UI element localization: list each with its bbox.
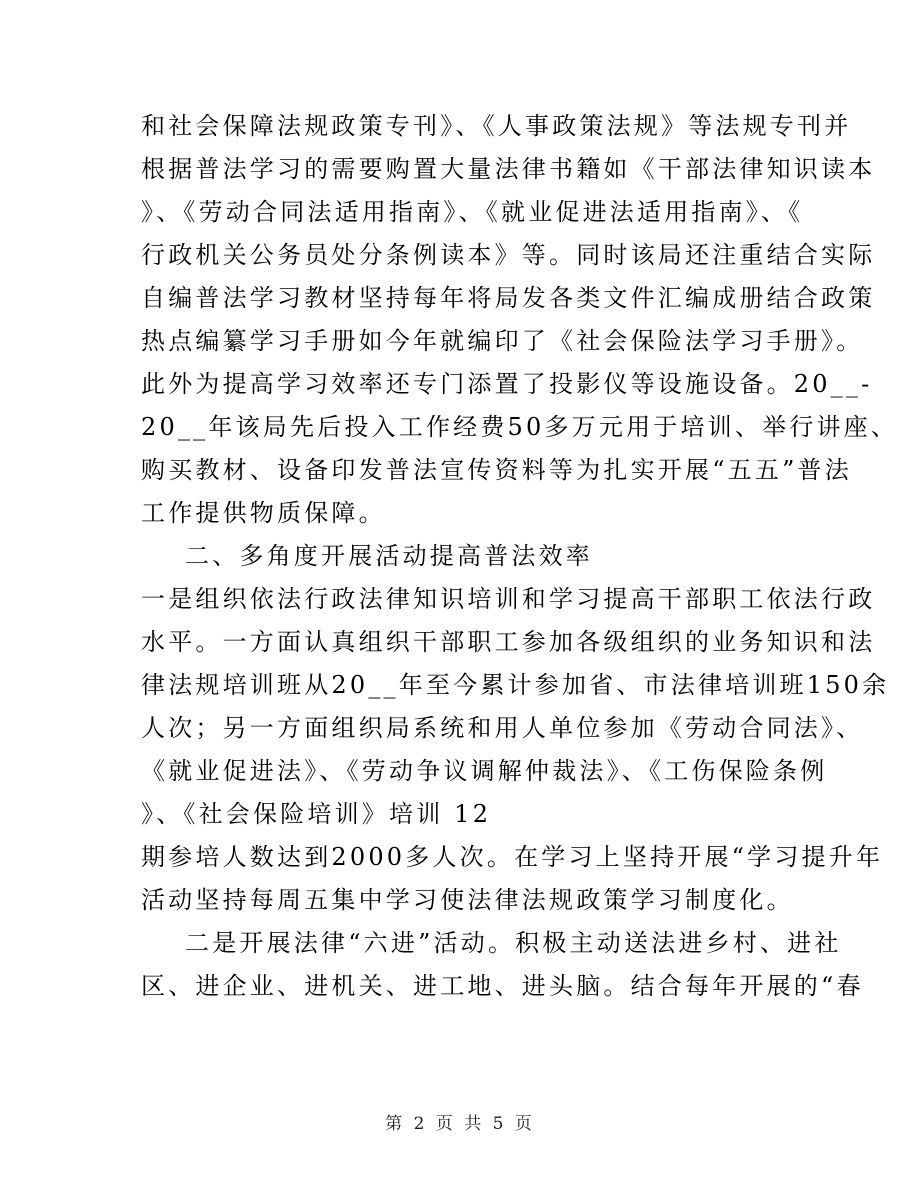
- body-line-13: 水平。一方面认真组织干部职工参加各级组织的业务知识和法: [141, 628, 876, 656]
- page-number-footer: 第 2 页 共 5 页: [385, 1114, 535, 1134]
- body-line-18: 期参培人数达到2000多人次。在学习上坚持开展“学习提升年: [141, 843, 884, 871]
- body-line-5: 自编普法学习教材坚持每年将局发各类文件汇编成册结合政策: [141, 284, 876, 312]
- body-line-8: 20__年该局先后投入工作经费50多万元用于培训、举行讲座、: [141, 413, 899, 441]
- body-line-2: 根据普法学习的需要购置大量法律书籍如《干部法律知识读本: [141, 155, 876, 183]
- body-line-12: 一是组织依法行政法律知识培训和学习提高干部职工依法行政: [141, 585, 876, 613]
- body-line-21: 区、进企业、进机关、进工地、进头脑。结合每年开展的“春: [141, 972, 864, 1000]
- body-line-10: 工作提供物质保障。: [141, 499, 386, 527]
- section-heading: 二、多角度开展活动提高普法效率: [185, 542, 593, 570]
- body-line-14: 律法规培训班从20__年至今累计参加省、市法律培训班150余: [141, 671, 890, 699]
- body-line-20: 二是开展法律“六进”活动。积极主动送法进乡村、进社: [185, 929, 842, 957]
- body-line-15: 人次；另一方面组织局系统和用人单位参加《劳动合同法》、: [141, 714, 864, 742]
- body-line-6: 热点编纂学习手册如今年就编印了《社会保险法学习手册》。: [141, 327, 864, 355]
- body-line-3: 》、《劳动合同法适用指南》、《就业促进法适用指南》、《: [141, 198, 804, 226]
- body-line-7: 此外为提高学习效率还专门添置了投影仪等设施设备。20__-: [141, 370, 873, 398]
- body-line-19: 活动坚持每周五集中学习使法律法规政策学习制度化。: [141, 886, 794, 914]
- body-line-9: 购买教材、设备印发普法宣传资料等为扎实开展“五五”普法: [141, 456, 852, 484]
- body-line-17: 》、《社会保险培训》培训 12: [141, 800, 492, 828]
- body-line-4: 行政机关公务员处分条例读本》等。同时该局还注重结合实际: [141, 241, 876, 269]
- body-line-1: 和社会保障法规政策专刊》、《人事政策法规》等法规专刊并: [141, 112, 852, 140]
- body-line-16: 《就业促进法》、《劳动争议调解仲裁法》、《工伤保险条例: [141, 757, 828, 785]
